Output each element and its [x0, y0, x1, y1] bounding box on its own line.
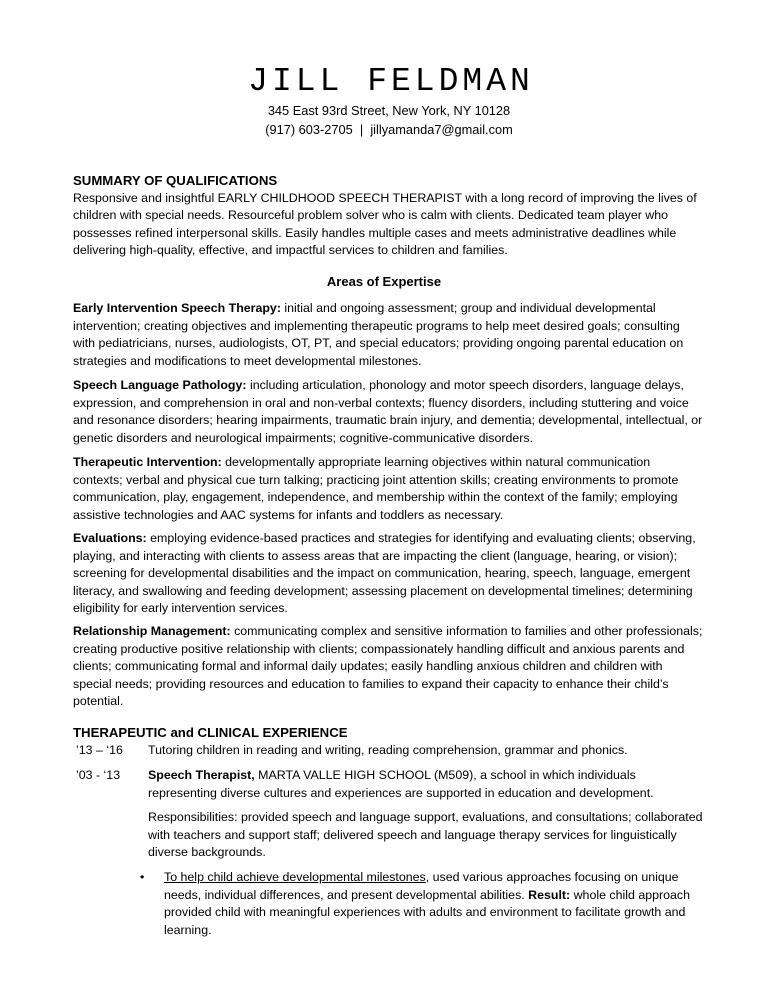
expertise-label: Evaluations: — [73, 531, 147, 545]
bullet-text — [164, 869, 694, 939]
bullet-text-part: , used various approaches focusing on unique needs, individual differences, and present developmental abilities. — [164, 870, 679, 902]
responsibilities-text: Responsibilities: provided speech and language support, evaluations, and consultations; collaborated with teachers and support staff; delivered speech and language therapy services for linguistically diverse backgrounds. — [148, 810, 703, 860]
entry-description: MARTA VALLE HIGH SCHOOL (M509), a school in which individuals representing diverse cultures and experiences are supported in education and development. — [148, 768, 654, 800]
expertise-item — [73, 454, 703, 524]
summary-title: SUMMARY OF QUALIFICATIONS — [73, 173, 278, 188]
expertise-item — [73, 300, 703, 370]
email: jillyamanda7@gmail.com — [370, 122, 513, 137]
summary-section — [73, 172, 703, 260]
summary-text: Responsive and insightful EARLY CHILDHOOD SPEECH THERAPIST with a long record of improving the lives of children with special needs. Resourceful problem solver who is calm with clients. Dedicated team player who possesses refined interpersonal skills. Easily handles multiple cases and meets administrative deadlines while delivering high-quality, effective, and impactful services to children and families. — [73, 190, 697, 258]
entry-text — [148, 767, 708, 802]
expertise-title: Areas of Expertise — [326, 274, 442, 289]
contact-line — [0, 121, 768, 139]
expertise-text: employing evidence-based practices and strategies for identifying and evaluating clients; observing, playing, and interacting with clients to assess areas that are impacting the client (language, hearing, or vision); screening for developmental disabilities and the impact on communication, hearing, speech, language, emergent literacy, and swallowing and feeding development; assessing placement on developmental timelines; determining eligibility for early intervention services. — [73, 531, 696, 616]
entry-role: Speech Therapist, — [148, 768, 255, 782]
entry-dates: ’03 - ‘13 — [76, 768, 121, 782]
expertise-label: Therapeutic Intervention: — [73, 455, 222, 469]
expertise-label: Early Intervention Speech Therapy: — [73, 301, 281, 315]
experience-title: THERAPEUTIC and CLINICAL EXPERIENCE — [73, 725, 348, 740]
expertise-text: including articulation, phonology and motor speech disorders, language delays, expression, and comprehension in oral and non-verbal contexts; fluency disorders, including stuttering and voice and resonance disorders; hearing impairments, traumatic brain injury, and dementia; developmental, intellectual, or genetic disorders and neurological impairments; cognitive-communicative disorders. — [73, 378, 703, 445]
expertise-text: developmentally appropriate learning objectives within natural communication contexts; verbal and physical cue turn talking; practicing joint attention skills; creating environments to promote communication, play, engagement, independence, and membership within the context of the family; employing assistive technologies and AAC systems for infants and toddlers as necessary. — [73, 455, 679, 522]
separator: | — [359, 122, 364, 137]
bullet-icon: • — [140, 870, 145, 884]
bullet-underlined: To help child achieve developmental milestones — [164, 870, 426, 884]
expertise-text: communicating complex and sensitive information to families and other professionals; creating productive positive relationship with clients; compassionately handling difficult and anxious parents and clients; communicating formal and informal daily updates; easily handling anxious children and children with special needs; providing resources and education to families to expand their capacity to enhance their child’s potential. — [73, 624, 703, 709]
candidate-name: JILL FELDMAN — [248, 63, 534, 100]
phone: (917) 603-2705 — [265, 122, 353, 137]
expertise-label: Speech Language Pathology: — [73, 378, 247, 392]
bullet-text-part: whole child approach provided child with meaningful experiences with adults and environment to facilitate growth and learning. — [164, 887, 691, 937]
expertise-item — [73, 623, 703, 711]
result-label: Result: — [528, 887, 571, 902]
expertise-label: Relationship Management: — [73, 624, 231, 638]
entry-text: Tutoring children in reading and writing, reading comprehension, grammar and phonics. — [148, 743, 628, 757]
expertise-item — [73, 530, 703, 618]
entry-dates: ’13 – ‘16 — [76, 743, 123, 757]
expertise-item — [73, 377, 703, 447]
expertise-text: initial and ongoing assessment; group and individual developmental intervention; creating objectives and implementing therapeutic programs to help meet desired goals; consulting with pediatricians, nurses, audiologists, OT, PT, and special educators; providing ongoing parental education on strategies and modifications to meet developmental milestones. — [73, 301, 684, 368]
address-line: 345 East 93rd Street, New York, NY 10128 — [267, 103, 511, 118]
